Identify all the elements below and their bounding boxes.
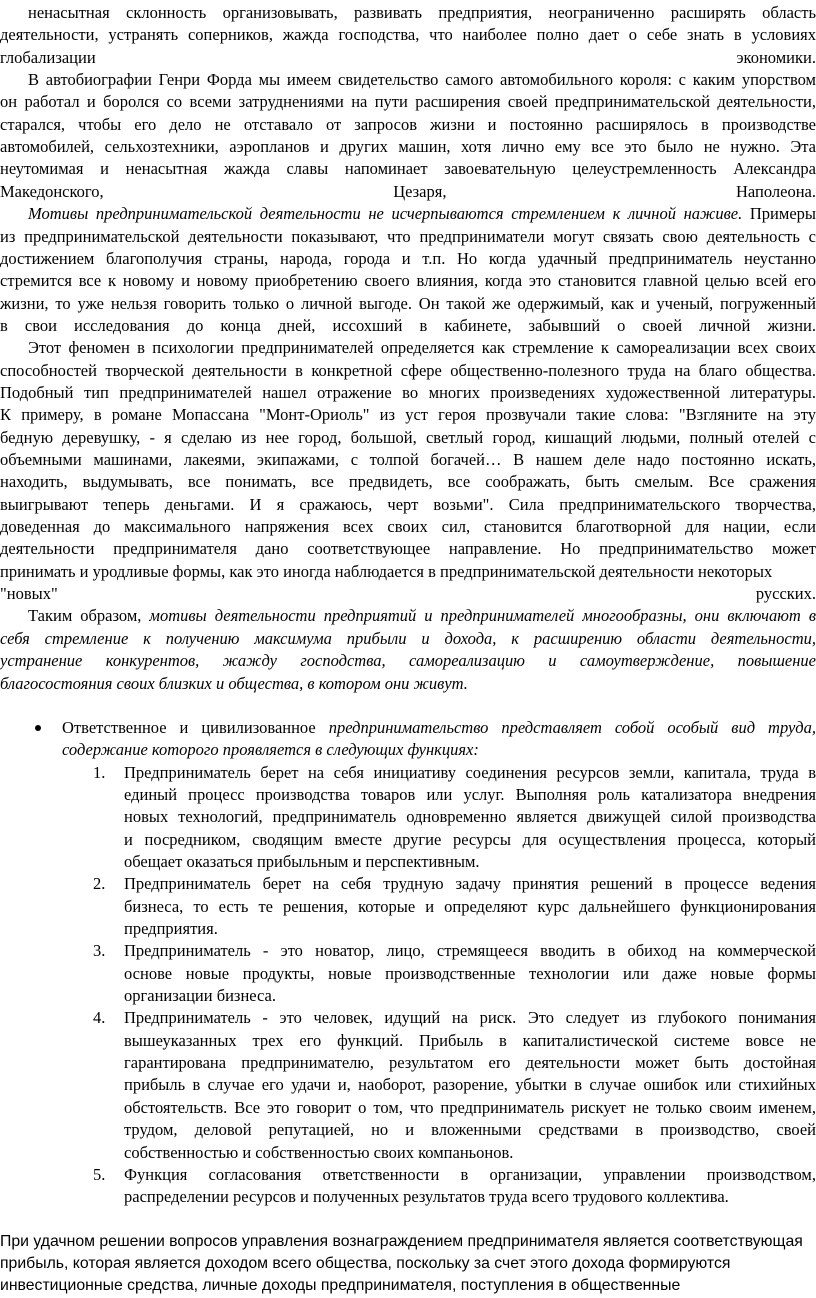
text-line [0, 47, 816, 69]
text-line [0, 628, 816, 650]
text-span: ненасытная склонность организовывать, развивать предприятия, неограниченно расширять область [28, 3, 816, 22]
text-line [0, 293, 816, 315]
text-span: прибыль в случае его удачи и, наоборот, разорение, убытки в случае ошибок или стихийных [124, 1075, 816, 1095]
italic-text: содержание которого проявляется в следующих функциях: [62, 740, 479, 760]
text-span: бедную деревушку, - я сделаю из нее город, большой, светлый город, кишащий людьми, полный отелей с [0, 427, 816, 447]
text-line [0, 360, 816, 382]
list-number: 4. [93, 1008, 106, 1028]
text-line [124, 851, 816, 873]
text-span: доведенная до максимального напряжения всех своих сил, становится благотворной для нации, если [0, 517, 816, 537]
text-span: новых технологий, предприниматель одновременно является движущей силой производства [124, 807, 816, 827]
text-span: "новых" русских. [0, 584, 816, 604]
text-span: трудом, деловой репутацией, но и вложенными средствами в производство, своей [124, 1120, 816, 1140]
text-line [124, 1030, 816, 1052]
text-span: обстоятельств. Все это говорит о том, что предприниматель рискует не только своим именем, [124, 1097, 816, 1117]
text-span: К примеру, в романе Мопассана "Монт-Ориоль" из уст героя прозвучали такие слова: "Взгляните на эту [0, 405, 816, 425]
text-line [0, 673, 816, 695]
italic-text: благосостояния своих близких и общества, в котором они живут. [0, 673, 468, 693]
text-span: деятельности, устранять соперников, жажда господства, что наиболее полно дает о себе знать в условиях [0, 25, 816, 45]
text-line [124, 784, 816, 806]
text-span: в свои исследования до конца дней, иссохший в кабинете, забывший о своей личной жизни. [0, 315, 816, 335]
text-line [0, 449, 816, 471]
italic-text: устранение конкурентов, жажду господства, самореализацию и самоутверждение, повышение [0, 651, 816, 671]
text-span: жизни, то уже нельзя говорить только о личной выгоде. Он такой же одержимый, как и ученый, погруженный [0, 293, 816, 313]
text-line [0, 561, 816, 583]
text-line [124, 896, 816, 918]
text-span: автомобилей, сельхозтехники, аэропланов и других машин, хотя лично ему все это было не нужно. Эта [0, 137, 816, 157]
text-span: В автобиографии Генри Форда мы имеем свидетельство самого автомобильного короля: с каким упорством [28, 70, 816, 90]
text-span: стремится все к новому и новому приобретению своего влияния, когда это становится главной целью всей его [0, 271, 816, 291]
text-span: Функция согласования ответственности в организации, управлении производством, [124, 1164, 816, 1184]
italic-text: предпринимательство представляет собой особый вид труда, [328, 717, 816, 737]
text-line [124, 1052, 816, 1074]
text-line [124, 1007, 816, 1029]
text-span: Предприниматель - это человек, идущий на риск. Это следует из глубокого понимания [124, 1008, 816, 1028]
text-span: находить, выдумывать, все понимать, все предвидеть, все соображать, быть смелым. Все сражения [0, 472, 816, 492]
text-line [0, 24, 816, 46]
text-span: собственностью и собственностью своих компаньонов. [124, 1142, 514, 1162]
list-number: 5. [93, 1164, 106, 1184]
text-span: выигрывают теперь деньгами. И я сражаюсь, черт возьми". Сила предпринимательского творчества, [0, 494, 816, 514]
text-line [124, 762, 816, 784]
text-line [124, 806, 816, 828]
text-span: Ответственное и цивилизованное [62, 717, 329, 737]
text-span: Предприниматель берет на себя инициативу соединения ресурсов земли, капитала, труда в [124, 762, 816, 782]
text-line [0, 427, 816, 449]
text-span: Этот феномен в психологии предпринимателей определяется как стремление к самореализации всех своих [28, 338, 816, 358]
text-span: объемными машинами, лакеями, экипажами, с толпой богачей… В нашем деле надо постоянно искать, [0, 450, 816, 469]
text-span: деятельности предпринимателя дано соответствующее направление. Но предпринимательство может [0, 539, 816, 559]
text-line [0, 516, 816, 538]
text-line [0, 650, 816, 672]
text-line [124, 1186, 816, 1208]
italic-text: себя стремление к получению максимума прибыли и дохода, к расширению области деятельности, [0, 628, 816, 648]
text-span: Таким образом, [28, 606, 150, 626]
text-span: неутомимая и ненасытная жажда славы напоминает завоевательную целеустремленность Александра [0, 159, 816, 179]
text-line [124, 1119, 816, 1141]
text-line [28, 337, 816, 359]
text-span: распределении ресурсов и полученных результатов труда всего трудового коллектива. [124, 1187, 729, 1207]
text-line [0, 404, 816, 426]
text-line [0, 1231, 816, 1253]
italic-text: мотивы деятельности предприятий и предпринимателей многообразны, они включают в [149, 606, 816, 626]
text-line [124, 1097, 816, 1119]
text-line [0, 382, 816, 404]
text-line [124, 829, 816, 851]
text-line [62, 739, 816, 761]
text-line [62, 717, 816, 739]
text-line [124, 963, 816, 985]
text-line [28, 69, 816, 91]
text-span: способностей творческой деятельности в конкретной сфере общественно-полезного труда на благо общества. [0, 360, 816, 380]
text-span: вышеуказанных трех его функций. Прибыль в капиталистической системе вовсе не [124, 1030, 816, 1050]
text-span: прибыль, которая является доходом всего общества, поскольку за счет этого дохода формируются [0, 1254, 731, 1272]
text-span: Предприниматель берет на себя трудную задачу принятия решений в процессе ведения [124, 874, 816, 894]
text-line [124, 1074, 816, 1096]
text-line [0, 248, 816, 270]
text-span: организации бизнеса. [124, 986, 276, 1006]
text-span: достижением благополучия страны, народа, города и т.п. Но когда удачный предприниматель неустанно [0, 248, 816, 268]
bullet-icon [35, 725, 41, 731]
text-line [0, 91, 816, 113]
text-line [0, 471, 816, 493]
text-line [124, 985, 816, 1007]
text-line [0, 114, 816, 136]
text-line [28, 2, 816, 24]
text-span: принимать и уродливые формы, как это иногда наблюдается в предпринимательской деятельности некоторых [0, 561, 773, 581]
list-number: 1. [93, 762, 106, 782]
text-line [28, 203, 816, 225]
text-span: основе новые продукты, новые производственные технологии или даже новые формы [124, 963, 816, 983]
text-span: единый процесс производства товаров или услуг. Выполняя роль катализатора внедрения [124, 784, 816, 804]
text-span: Предприниматель - это новатор, лицо, стремящееся вводить в обиход на коммерческой [124, 941, 816, 961]
text-span: гарантирована предпринимателю, результатом его деятельности может быть достойная [124, 1053, 816, 1073]
text-line [28, 605, 816, 627]
text-line [0, 538, 816, 560]
text-line [124, 1164, 816, 1186]
text-span: При удачном решении вопросов управления вознаграждением предпринимателя является соответствующая [0, 1232, 803, 1250]
list-number: 2. [93, 874, 106, 894]
text-span: и посредником, сводящим вместе другие ресурсы для осуществления процесса, который [124, 829, 816, 849]
text-line [0, 494, 816, 516]
text-line [0, 136, 816, 158]
list-number: 3. [93, 941, 106, 961]
text-line [0, 583, 816, 605]
text-span: Подобный тип предпринимателей нашел отражение во многих произведениях художественной литературы. [0, 382, 816, 402]
text-line [0, 226, 816, 248]
text-span: обещает оказаться прибыльным и перспективным. [124, 851, 480, 871]
text-line [0, 1253, 816, 1275]
italic-text: Мотивы предпринимательской деятельности не исчерпываются стремлением к личной наживе. [28, 204, 743, 224]
text-span: бизнеса, то есть те решения, которые и определяют курс дальнейшего функционирования [124, 896, 816, 916]
text-line [0, 1275, 816, 1297]
text-line [124, 918, 816, 940]
text-span: предприятия. [124, 919, 218, 938]
text-span: глобализации экономики. [0, 47, 816, 67]
text-line [124, 940, 816, 962]
text-span: он работал и боролся со всеми затруднениями на пути расширения своей предпринимательской деятельности, [0, 92, 816, 112]
text-span: из предпринимательской деятельности показывают, что предприниматели могут связать свою деятельность с [0, 226, 816, 246]
text-line [0, 315, 816, 337]
text-line [124, 873, 816, 895]
text-span: инвестиционные средства, личные доходы предпринимателя, поступления в общественные [0, 1277, 681, 1295]
text-span: Македонского, Цезаря, Наполеона. [0, 181, 816, 201]
text-line [0, 270, 816, 292]
text-line [0, 158, 816, 180]
text-span: Примеры [742, 204, 816, 224]
text-line [124, 1142, 816, 1164]
text-span: старался, чтобы его дело не отставало от запросов жизни и постоянно расширялось в производстве [0, 114, 816, 134]
text-line [0, 181, 816, 203]
